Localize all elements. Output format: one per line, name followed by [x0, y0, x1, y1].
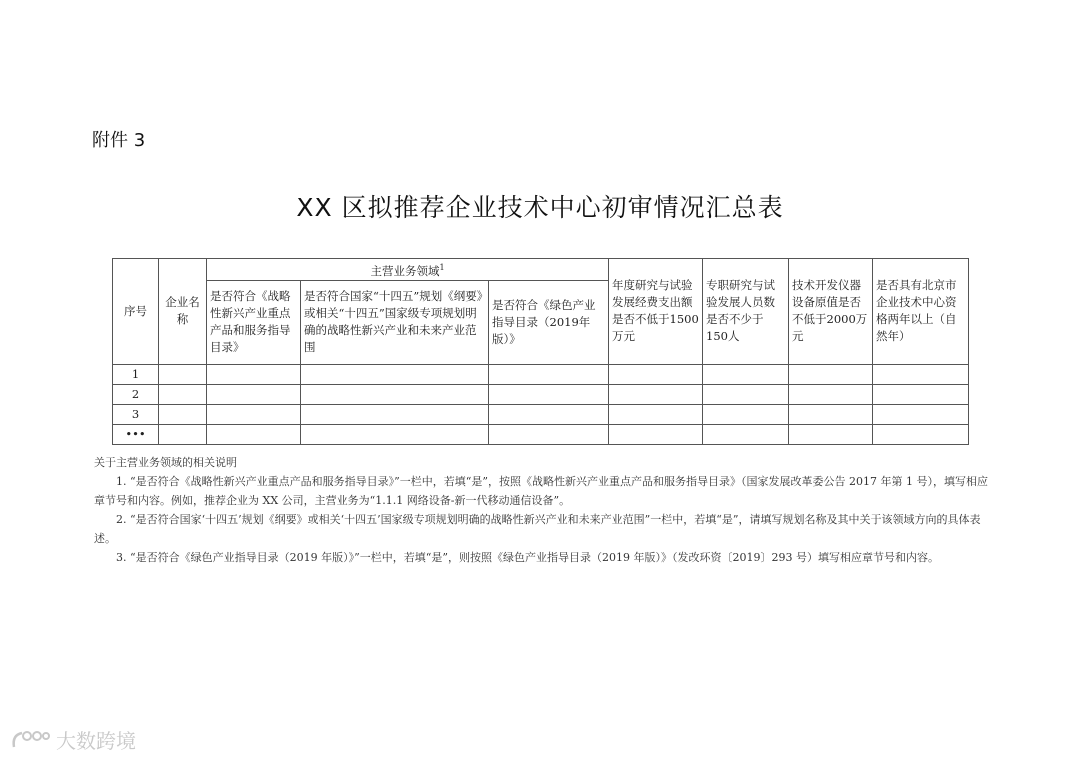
page-title: XX 区拟推荐企业技术中心初审情况汇总表: [296, 193, 784, 222]
watermark: [10, 725, 136, 754]
header-main-field-label: 主营业务领域: [370, 263, 440, 278]
table-cell[interactable]: [873, 364, 969, 384]
table-cell[interactable]: [789, 424, 873, 444]
row-number: 1: [113, 364, 159, 384]
watermark-text: 大数跨境: [56, 729, 136, 753]
header-14th-plan: 是否符合国家“十四五”规划《纲要》或相关“十四五”国家级专项规划明确的战略性新兴产业和未来产业范围: [301, 280, 489, 364]
table-cell[interactable]: [703, 404, 789, 424]
table-cell[interactable]: [301, 424, 489, 444]
table-cell[interactable]: [873, 384, 969, 404]
table-cell[interactable]: [301, 384, 489, 404]
row-number: •••: [113, 424, 159, 444]
header-green-catalog: 是否符合《绿色产业指导目录（2019年版）》: [489, 280, 609, 364]
table-cell[interactable]: [609, 384, 703, 404]
table-row: [113, 424, 969, 444]
note-item: 3. “是否符合《绿色产业指导目录（2019 年版）》”一栏中，若填“是”，则按照《绿色产业指导目录（2019 年版）》（发改环资〔2019〕293 号）填写相应章节号和内容。: [116, 551, 939, 564]
table-row: [113, 404, 969, 424]
table-cell[interactable]: [789, 384, 873, 404]
table-cell[interactable]: [301, 404, 489, 424]
attachment-label: 附件 3: [92, 130, 146, 151]
table-row: [113, 364, 969, 384]
header-company: 企业名称: [159, 259, 207, 365]
table-cell[interactable]: [159, 404, 207, 424]
header-beijing-qualification: 是否具有北京市企业技术中心资格两年以上（自然年）: [873, 259, 969, 365]
table-cell[interactable]: [207, 404, 301, 424]
header-rd-staff: 专职研究与试验发展人员数是否不少于150人: [703, 259, 789, 365]
table-row: [113, 384, 969, 404]
table-cell[interactable]: [489, 404, 609, 424]
header-equipment: 技术开发仪器设备原值是否不低于2000万元: [789, 259, 873, 365]
table-cell[interactable]: [489, 364, 609, 384]
table-cell[interactable]: [207, 364, 301, 384]
table-cell[interactable]: [207, 424, 301, 444]
header-strategic-catalog: 是否符合《战略性新兴产业重点产品和服务指导目录》: [207, 280, 301, 364]
row-number: 3: [113, 404, 159, 424]
table-cell[interactable]: [159, 364, 207, 384]
header-rd-spending: 年度研究与试验发展经费支出额是否不低于1500万元: [609, 259, 703, 365]
table-cell[interactable]: [789, 404, 873, 424]
row-number: 2: [113, 384, 159, 404]
table-cell[interactable]: [609, 424, 703, 444]
footnote-marker: 1: [439, 263, 445, 272]
note-item: 1. “是否符合《战略性新兴产业重点产品和服务指导目录》”一栏中，若填“是”，按照《战略性新兴产业重点产品和服务指导目录》（国家发展改革委公告 2017 年第 1 号），填写相应章节号和内容。例如，推荐企业为 XX 公司，主营业务为“1.1.1 网络设备-新一代移动通信设备”。: [94, 475, 988, 507]
table-cell[interactable]: [703, 364, 789, 384]
table-cell[interactable]: [609, 404, 703, 424]
notes-heading: 关于主营业务领域的相关说明: [94, 456, 237, 469]
table-cell[interactable]: [489, 424, 609, 444]
notes-section: [94, 453, 989, 567]
table-cell[interactable]: [301, 364, 489, 384]
header-no: 序号: [113, 259, 159, 365]
watermark-logo-icon: [10, 727, 50, 753]
summary-table: [112, 258, 969, 445]
table-cell[interactable]: [703, 424, 789, 444]
table-cell[interactable]: [159, 384, 207, 404]
table-cell[interactable]: [159, 424, 207, 444]
note-item: 2. “是否符合国家‘十四五’规划《纲要》或相关‘十四五’国家级专项规划明确的战略性新兴产业和未来产业范围”一栏中，若填“是”，请填写规划名称及其中关于该领域方向的具体表述。: [94, 513, 981, 545]
table-cell[interactable]: [789, 364, 873, 384]
table-cell[interactable]: [873, 424, 969, 444]
header-main-field: [207, 259, 609, 281]
header-row-1: [113, 259, 969, 281]
table-cell[interactable]: [609, 364, 703, 384]
table-cell[interactable]: [207, 384, 301, 404]
table-cell[interactable]: [873, 404, 969, 424]
table-cell[interactable]: [489, 384, 609, 404]
table-cell[interactable]: [703, 384, 789, 404]
